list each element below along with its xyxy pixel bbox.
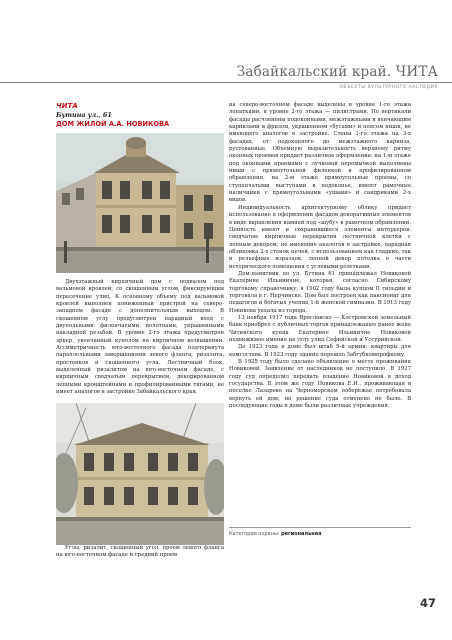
- right-paragraph: 13 ноября 1917 года Ярославско — Костромской земельный банк приобрел с публичных торгов принадлежащее ранее жене Читинского купца Екатерине Ильиничне Новиковой недвижимое имение на углу улиц Софийской и Уссурийской.: [229, 314, 411, 343]
- category-value: региональная: [281, 531, 322, 537]
- right-column: [229, 102, 411, 410]
- right-paragraph: Дом-памятник по ул. Бутина 61 принадлежал Новиковой Екатерине Ильиничне, которая, согласно Сибирскому торговому справочнику, в 1902 году была купцом II гильдии и торговала в г. Нерчинске. Дом был построен как пансионат для педагогов и богатых учениц 1-й женской гимназии. В 1913 году Новикова уехала из города.: [229, 270, 411, 314]
- building-photo-corner: [56, 133, 224, 273]
- right-paragraph: Индивидуальность архитектурному облику придает использование в оформлении фасадов декоративных элементов в виде вкрапления камней под «шубу» в рамочном обрамлении. Ценность имеют и сохранившиеся элементы интерьеров: сводчатые кирпичные перекрытия лестничной клетки с лепным декором, не имеющие аналогов в застройке, парадная облицовка 2-х стенок печей, с использованием как гладких, так и рельефных изразцов, лепной декор потолка в части исторического помещения с угловыми розетками.: [229, 204, 411, 270]
- header-title: Забайкальский край. ЧИТА: [236, 64, 438, 80]
- left-column: [56, 102, 224, 559]
- page-number: 47: [419, 596, 436, 610]
- photo-caption: Углы, ризалит, скошенный угол, проем левого фланга на юго-восточном фасаде и средний проем: [56, 544, 224, 558]
- left-text: [56, 279, 224, 397]
- city-name: ЧИТА: [56, 102, 78, 110]
- header-rule: [0, 82, 452, 83]
- address: Бутина ул., 61: [56, 111, 112, 119]
- category-label: Категория охраны:: [229, 531, 280, 537]
- right-paragraph: В 1925 году было сделано объявление о месте проживания Новиковой. Заявление от наследников не поступило. В 1927 году суд определил передать владение Новиковой в доход государства. В этом же году Новикова Е.И., проживающая в поселке Лазарево на Черноморском побережье потребовала вернуть ей дом, но решение суда отменено не было. В последующие годы в доме были различные учреждения.: [229, 359, 411, 410]
- protection-category: [229, 527, 411, 537]
- right-paragraph: До 1923 года в доме был штаб 5-й армии, квартиры для комсостава. В 1923 году здание перешло Забгубкомпрофкому.: [229, 344, 411, 358]
- building-photo-street: [56, 403, 224, 545]
- left-paragraph: Двухэтажный кирпичный дом с подвалом под вальмовой кровлей, со скошенным углом, фиксирующим пересечение улиц. К основному объему под вальмовой кровлей выполнен пониженный пристрой на северо-западном фасаде с дополнительным выходом. В скошенном углу предусмотрен парадный вход с двупольными филенчатыми полотнами, украшенными накладной резьбой. В уровне 2-го этажа предусмотрен эркер, увенчанный куполом на кирпичном возвышении. Ассиметричность юго-восточного фасада подчеркнута параллельными завершениями левого фланга, ризалита, простенков и скошенного угла. Лестничный блок, выделенный ризалитом на юго-восточном фасаде, с кирпичным сводчатым перекрытием, декорированном лепными кронштейнами и профилированными тягами, не имеет аналогов в застройке Забайкальского края.: [56, 279, 224, 396]
- header-subtitle: ОБЪЕКТЫ КУЛЬТУРНОГО НАСЛЕДИЯ: [339, 85, 438, 90]
- right-paragraph: на северо-восточном фасаде выделены в уровне 1-го этажа лопатками, в уровне 2-го этажа — пилястрами. По вертикали фасады расчленены подоконными, межэтажными и венчающим карнизами и фризом, украшенном «бусами» и поясом ниши, не имеющего аналогов в застройке. Стены 1-го этажа на 3-х фасадах, от подоконного до межэтажного карниза, рустованные. Объемную выразительность верхнему ритму оконных проемов придает различное оформление: на 1-м этаже под оконными проемами с лучковой перемычкой выполнены ниши с прямоугольной филенкой в профилированном обрамлении, на 2-м этаже прямоугольные проемы, со ступенчатыми выступами в подоконье, имеют рамочные наличники с прямоугольными «ушами» и сандриками 2-х видов.: [229, 102, 412, 204]
- house-title: ДОМ ЖИЛОЙ А.А. НОВИКОВА: [56, 120, 170, 128]
